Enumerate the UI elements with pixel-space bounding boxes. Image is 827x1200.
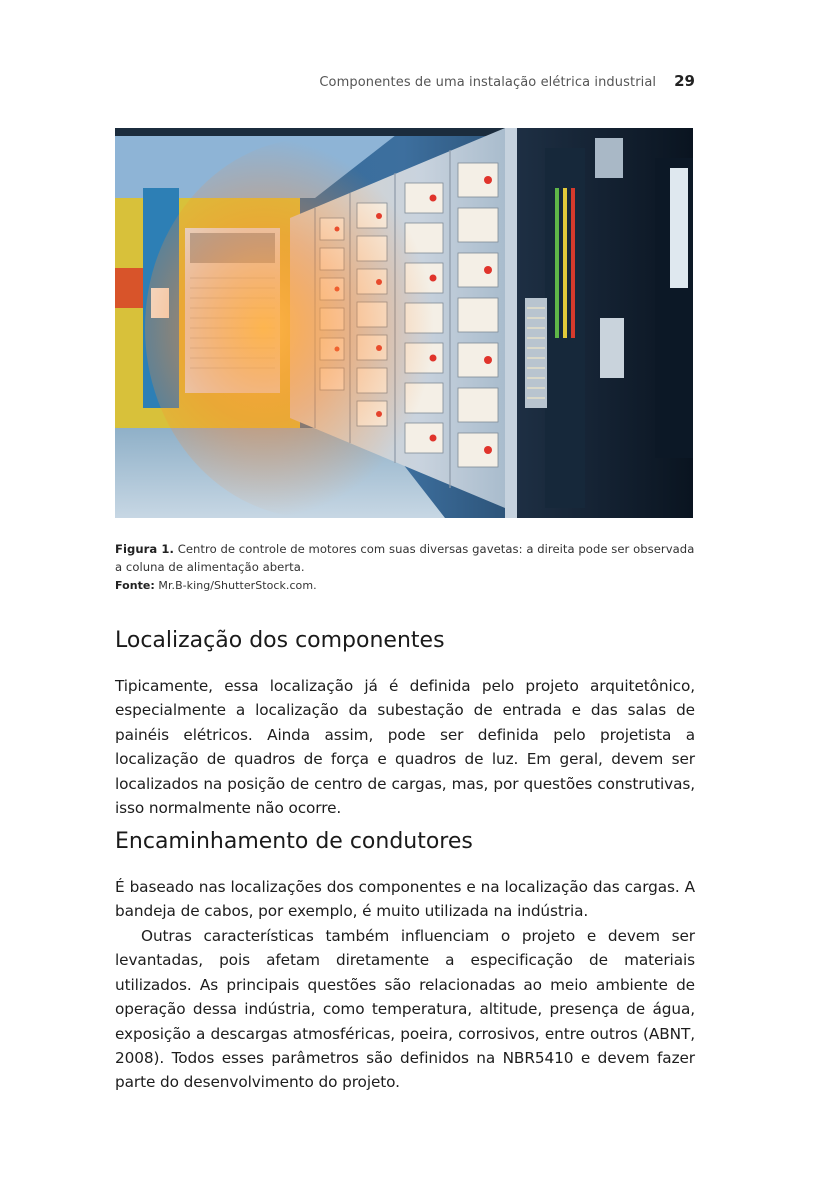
- paragraph-encaminhamento-1: É baseado nas localizações dos componentes e na localização das cargas. A bandeja de cabos, por exemplo, é muito utilizada na indústria.: [115, 878, 695, 921]
- paragraph-localizacao: Tipicamente, essa localização já é definida pelo projeto arquitetônico, especialmente a localização da subestação de entrada e das salas de painéis elétricos. Ainda assim, pode ser definida pelo projetista a localização de quadros de força e quadros de luz. Em geral, devem ser localizados na posição de centro de cargas, mas, por questões construtivas, isso normalmente não ocorre.: [115, 677, 695, 818]
- caption-label: Figura 1.: [115, 542, 174, 556]
- source-label: Fonte:: [115, 579, 155, 592]
- page-number: 29: [674, 72, 695, 90]
- motor-control-center-photo: [115, 128, 693, 518]
- figure-photo: [115, 128, 693, 518]
- caption-text: Centro de controle de motores com suas diversas gavetas: a direita pode ser observada a coluna de alimentação aberta.: [115, 542, 695, 574]
- paragraph-encaminhamento-2: Outras características também influenciam o projeto e devem ser levantadas, pois afetam diretamente a especificação de materiais utilizados. As principais questões são relacionadas ao meio ambiente de operação dessa indústria, como temperatura, altitude, presença de água, exposição a descargas atmosféricas, poeira, corrosivos, entre outros (ABNT, 2008). Todos esses parâmetros são definidos na NBR5410 e devem fazer parte do desenvolvimento do projeto.: [115, 927, 695, 1092]
- figure-caption: [115, 540, 695, 595]
- source-text: Mr.B-king/ShutterStock.com.: [154, 579, 317, 592]
- running-title: Componentes de uma instalação elétrica industrial: [319, 75, 657, 90]
- section-heading-localizacao: Localização dos componentes: [115, 628, 445, 653]
- running-header: [115, 72, 695, 90]
- section-heading-encaminhamento: Encaminhamento de condutores: [115, 829, 473, 854]
